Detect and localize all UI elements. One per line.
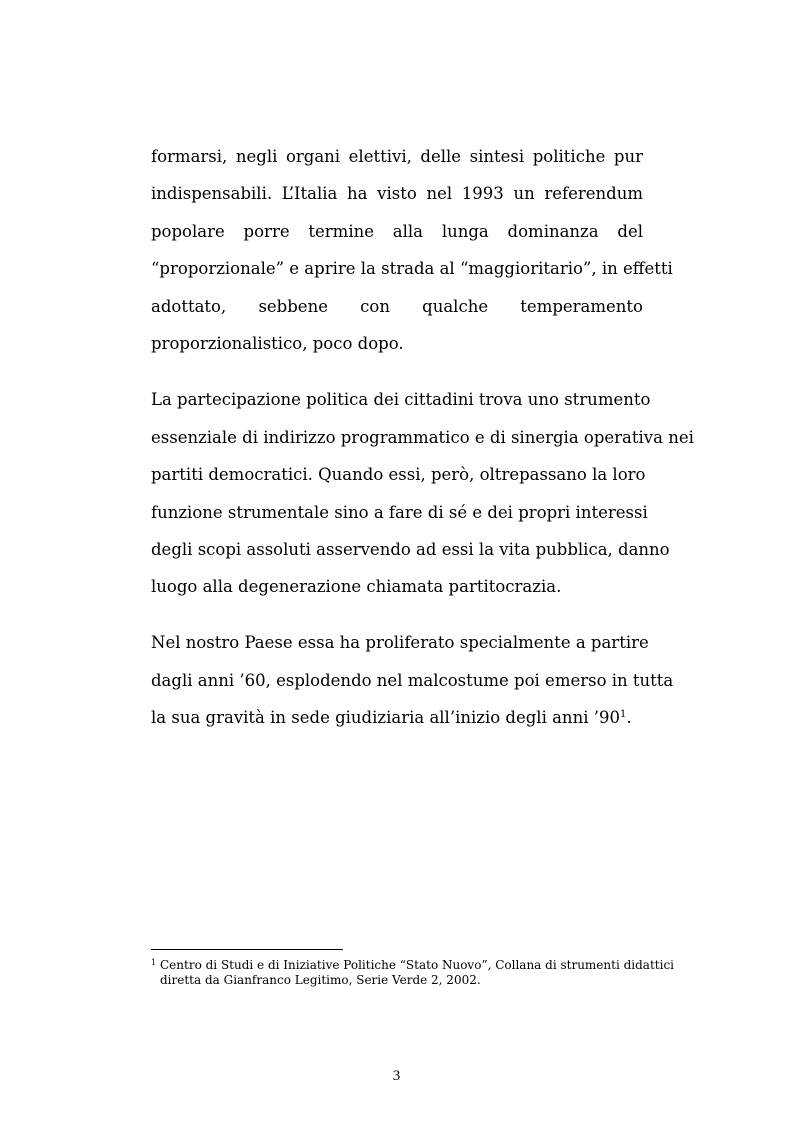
- footnote-marker: 1: [151, 958, 157, 967]
- text-line: formarsi, negli organi elettivi, delle sintesi politiche pur: [151, 147, 643, 166]
- text-line: “proporzionale” e aprire la strada al “maggioritario”, in effetti: [151, 259, 673, 278]
- text-line: luogo alla degenerazione chiamata partitocrazia.: [151, 577, 562, 596]
- text-line: indispensabili. L’Italia ha visto nel 1993 un referendum: [151, 184, 643, 203]
- closing-punctuation: .: [626, 708, 632, 727]
- text-line: proporzionalistico, poco dopo.: [151, 334, 404, 353]
- text-line: La partecipazione politica dei cittadini trova uno strumento: [151, 390, 651, 409]
- text-line: adottato, sebbene con qualche temperamento: [151, 297, 643, 316]
- text-line: funzione strumentale sino a fare di sé e dei propri interessi: [151, 503, 648, 522]
- footnote-reference[interactable]: 1: [619, 709, 627, 720]
- footnote-text-line: Centro di Studi e di Iniziative Politiche “Stato Nuovo”, Collana di strumenti didattici: [160, 958, 674, 972]
- text-line: essenziale di indirizzo programmatico e di sinergia operativa nei: [151, 428, 694, 447]
- text-line: popolare porre termine alla lunga dominanza del: [151, 222, 643, 241]
- footnote-text-line: diretta da Gianfranco Legitimo, Serie Verde 2, 2002.: [160, 973, 481, 987]
- text-line: partiti democratici. Quando essi, però, oltrepassano la loro: [151, 465, 646, 484]
- footnote-separator: [151, 949, 343, 950]
- page-number: 3: [392, 1068, 401, 1084]
- text-line-content: la sua gravità in sede giudiziaria all’inizio degli anni ’90: [151, 708, 620, 727]
- text-line: degli scopi assoluti asservendo ad essi la vita pubblica, danno: [151, 540, 670, 559]
- text-line: dagli anni ’60, esplodendo nel malcostume poi emerso in tutta: [151, 671, 674, 690]
- text-line-last: [151, 708, 643, 728]
- text-line: Nel nostro Paese essa ha proliferato specialmente a partire: [151, 633, 649, 652]
- footnote-marker-line: [151, 958, 156, 973]
